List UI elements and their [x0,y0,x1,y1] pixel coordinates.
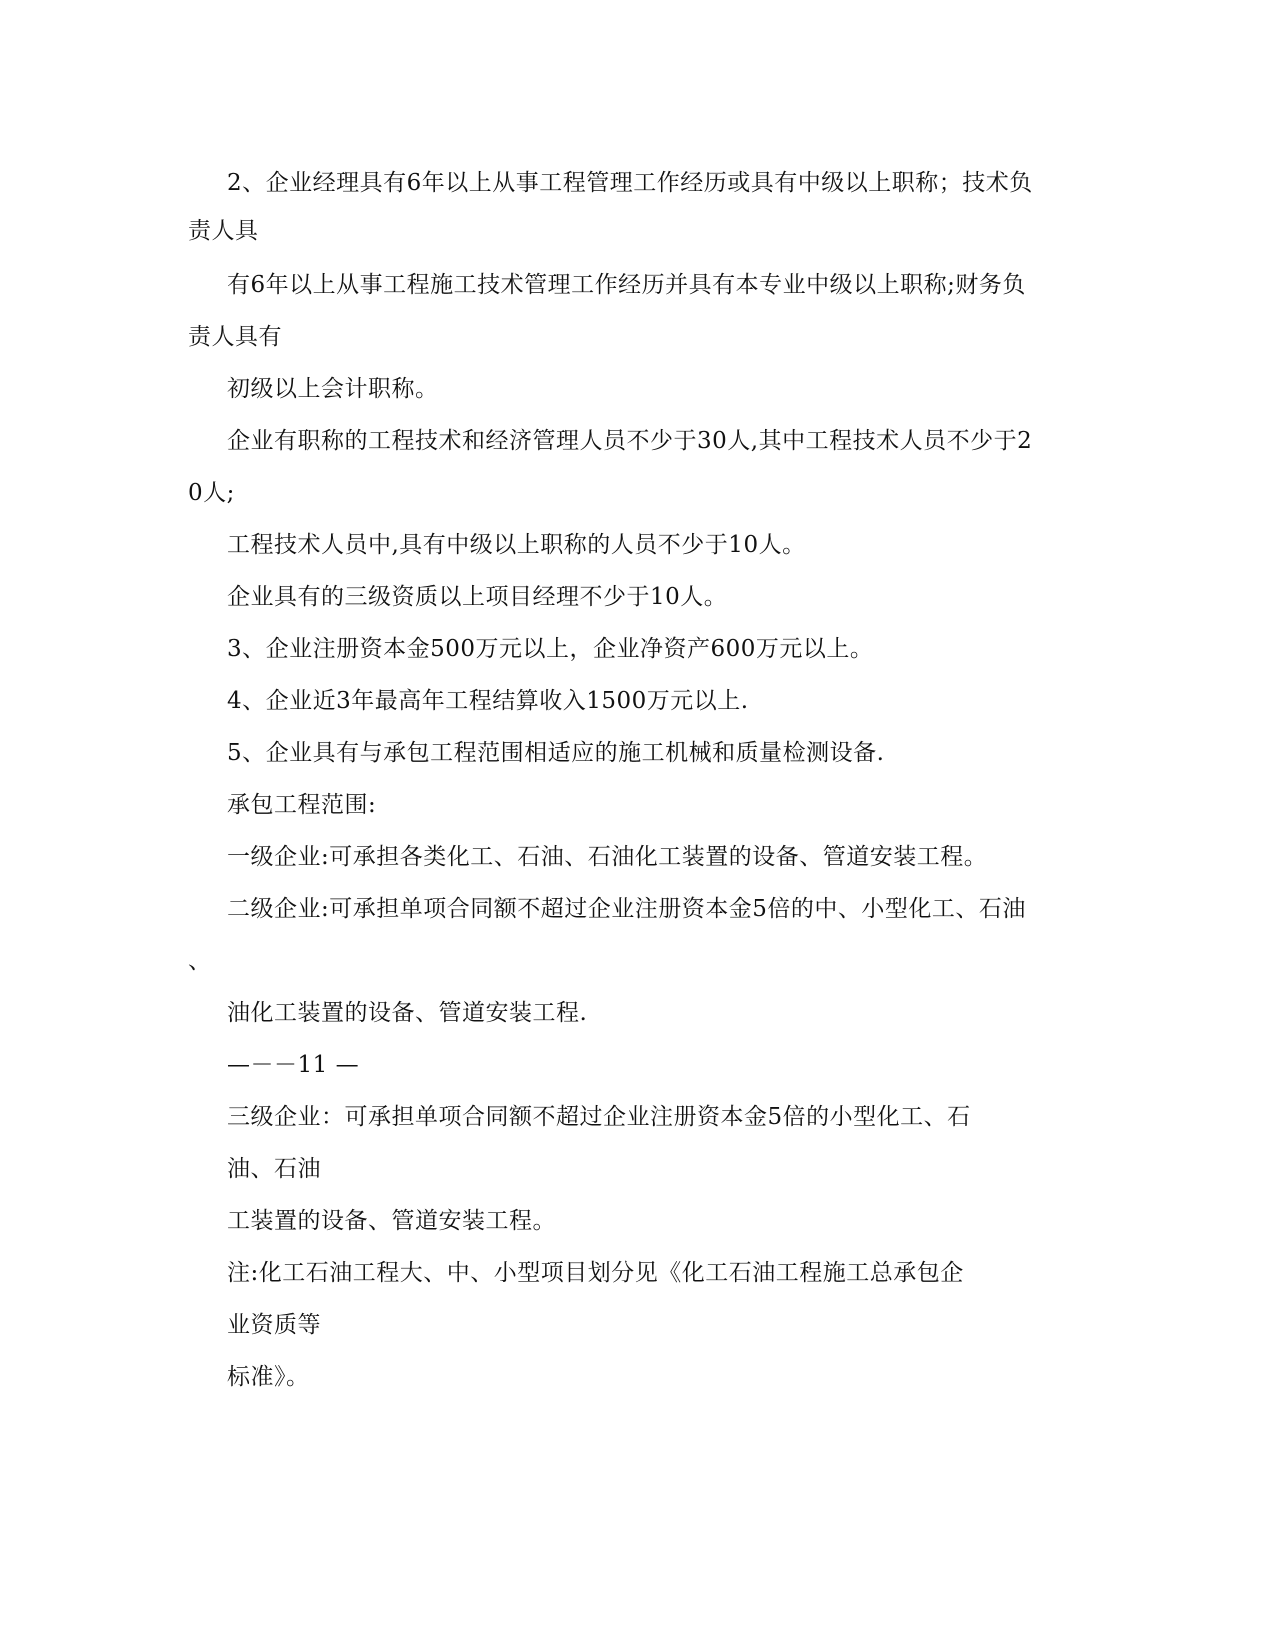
text-line: 5、企业具有与承包工程范围相适应的施工机械和质量检测设备. [227,740,885,766]
text-line: 0人; [188,480,235,506]
text-line: 工装置的设备、管道安装工程。 [227,1208,556,1234]
text-line: 责人具有 [188,324,282,350]
text-line: 标准》。 [227,1364,310,1390]
text-line: 承包工程范围: [227,792,377,818]
text-line: 3、企业注册资本金500万元以上，企业净资产600万元以上。 [227,636,874,662]
text-line: 一级企业:可承担各类化工、石油、石油化工装置的设备、管道安装工程。 [227,844,988,870]
text-line: 企业具有的三级资质以上项目经理不少于10人。 [227,584,728,610]
text-line: 注:化工石油工程大、中、小型项目划分见《化工石油工程施工总承包企 [227,1260,964,1286]
text-line: 二级企业:可承担单项合同额不超过企业注册资本金5倍的中、小型化工、石油 [227,896,1026,922]
text-line: 油、石油 [227,1156,321,1182]
text-line: 4、企业近3年最高年工程结算收入1500万元以上. [227,688,749,714]
text-line: 、 [188,948,212,974]
text-line: 工程技术人员中,具有中级以上职称的人员不少于10人。 [227,532,806,558]
text-line: 油化工装置的设备、管道安装工程. [227,1000,588,1026]
text-line: 责人具 [188,218,259,244]
text-line: 三级企业：可承担单项合同额不超过企业注册资本金5倍的小型化工、石 [227,1104,971,1130]
text-line: 企业有职称的工程技术和经济管理人员不少于30人,其中工程技术人员不少于2 [227,428,1033,454]
text-line: 有6年以上从事工程施工技术管理工作经历并具有本专业中级以上职称;财务负 [227,272,1026,298]
text-line: 2、企业经理具有6年以上从事工程管理工作经历或具有中级以上职称；技术负 [227,170,1033,196]
text-line: 初级以上会计职称。 [227,376,439,402]
text-line: 业资质等 [227,1312,321,1338]
page-number: —－－11 — [227,1052,360,1078]
